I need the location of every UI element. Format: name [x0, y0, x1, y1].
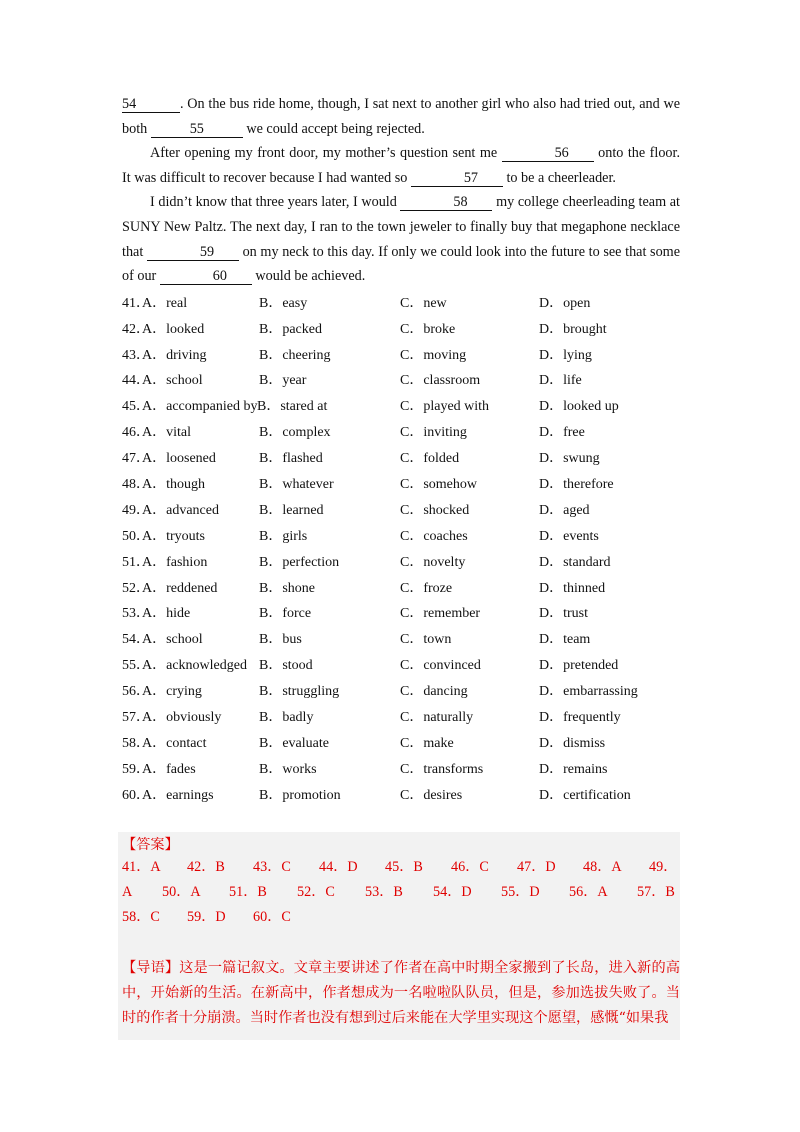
question-number: 50．: [122, 528, 150, 544]
option-b: B．evaluate: [259, 735, 329, 751]
option-a: A．crying: [142, 684, 202, 700]
answer-item: A: [122, 884, 133, 900]
paragraph-text: I didn’t know that three years later, I would: [150, 194, 401, 211]
option-c: C．novelty: [400, 554, 466, 570]
option-row: [122, 394, 680, 420]
option-a: A．obviously: [142, 710, 222, 725]
option-row: [122, 653, 680, 679]
answer-item: 51．B: [229, 884, 267, 900]
passage: [122, 92, 680, 809]
question-number: 44．: [122, 373, 150, 389]
paragraph-text: After opening my front door, my mother’s question sent me: [150, 145, 502, 162]
question-number: 43．: [122, 347, 150, 363]
option-c: C．shocked: [400, 502, 470, 518]
question-number: 48．: [122, 476, 150, 492]
option-d: D．certification: [539, 787, 631, 803]
option-c: C．transforms: [400, 761, 484, 777]
answer-item: 57．B: [637, 884, 675, 900]
blank-54: 54: [122, 97, 180, 113]
option-b: B．flashed: [259, 451, 323, 467]
option-d: D．events: [539, 528, 599, 544]
option-c: C．folded: [400, 451, 460, 467]
option-d: D．embarrassing: [539, 684, 638, 700]
option-b: B．stared at: [257, 399, 328, 415]
option-c: C．broke: [400, 321, 456, 337]
option-d: D．trust: [539, 606, 588, 622]
option-row: [122, 343, 680, 369]
option-a: A．though: [142, 476, 205, 492]
answer-line-3: [122, 905, 680, 930]
paragraph-text: on my neck to this day. If only we could look into the future to see that some of our: [122, 243, 680, 285]
option-a: A．acknowledged: [142, 658, 247, 674]
option-row: [122, 524, 680, 550]
paragraph-text: would be achieved.: [251, 268, 366, 285]
question-number: 58．: [122, 735, 150, 751]
option-a: A．school: [142, 632, 203, 648]
blank-55: 55: [151, 122, 243, 138]
question-number: 60．: [122, 787, 150, 803]
option-d: D．swung: [539, 451, 600, 467]
paragraph-2: [122, 141, 680, 190]
answer-item: 44．D: [319, 859, 358, 875]
paragraph-text: my college cheerleading team at SUNY New Paltz. The next day, I ran to the town jeweler to finally buy that megaphone necklace that: [122, 194, 680, 260]
option-c: C．played with: [400, 399, 490, 415]
answer-item: 48．A: [583, 859, 622, 875]
option-d: D．looked up: [539, 399, 619, 415]
blank-59: 59: [147, 245, 239, 261]
question-number: 45．: [122, 399, 150, 415]
option-row: [122, 550, 680, 576]
answer-line-2: [122, 880, 680, 905]
question-number: 53．: [122, 606, 150, 622]
option-b: B．cheering: [259, 347, 331, 363]
option-b: B．bus: [259, 632, 302, 648]
option-d: D．therefore: [539, 476, 614, 492]
option-c: C．desires: [400, 787, 463, 803]
option-row: [122, 576, 680, 602]
option-d: D．team: [539, 632, 591, 648]
answer-item: 59．D: [187, 909, 226, 925]
option-a: A．contact: [142, 735, 207, 751]
option-c: C．moving: [400, 347, 467, 363]
option-c: C．remember: [400, 606, 481, 622]
option-b: B．learned: [259, 502, 324, 518]
option-a: A．loosened: [142, 451, 216, 467]
option-d: D．open: [539, 295, 591, 311]
blank-57: 57: [411, 171, 503, 187]
option-c: C．convinced: [400, 658, 481, 674]
option-c: C．new: [400, 295, 447, 311]
option-c: C．classroom: [400, 373, 481, 389]
option-row: [122, 731, 680, 757]
question-number: 42．: [122, 321, 150, 337]
option-c: C．coaches: [400, 528, 468, 544]
option-b: B．shone: [259, 580, 315, 596]
question-number: 41．: [122, 295, 150, 311]
answer-item: 47．D: [517, 859, 556, 875]
answer-item: 55．D: [501, 884, 540, 900]
option-a: A．fashion: [142, 554, 208, 570]
option-d: D．free: [539, 425, 585, 441]
answer-item: 60．C: [253, 909, 291, 925]
option-a: A．reddened: [142, 580, 218, 596]
question-number: 56．: [122, 684, 150, 700]
option-d: D．standard: [539, 554, 611, 570]
option-b: B．girls: [259, 528, 308, 544]
option-b: B．perfection: [259, 554, 340, 570]
blank-60: 60: [160, 269, 252, 285]
question-number: 52．: [122, 580, 150, 596]
answer-line-1: [122, 855, 680, 880]
answer-item: 49．: [649, 859, 678, 875]
option-a: A．earnings: [142, 787, 214, 803]
answer-heading: 【答案】: [122, 837, 179, 853]
option-b: B．easy: [259, 295, 308, 311]
option-row: [122, 498, 680, 524]
answer-item: 46．C: [451, 859, 489, 875]
option-b: B．packed: [259, 321, 322, 337]
option-row: [122, 783, 680, 809]
question-number: 59．: [122, 761, 150, 777]
option-c: C．naturally: [400, 710, 474, 725]
option-a: A．looked: [142, 321, 205, 337]
answer-item: 50．A: [162, 884, 201, 900]
option-b: B．force: [259, 606, 312, 622]
paragraph-1: [122, 92, 680, 141]
option-d: D．pretended: [539, 658, 619, 674]
paragraph-text: . On the bus ride home, though, I sat next to another girl who also had tried out, and we both: [122, 96, 680, 137]
option-row: [122, 317, 680, 343]
blank-56: 56: [502, 146, 594, 162]
question-number: 54．: [122, 632, 150, 648]
question-number: 49．: [122, 502, 150, 518]
answer-item: 42．B: [187, 859, 225, 875]
option-d: D．life: [539, 373, 582, 389]
option-row: [122, 601, 680, 627]
option-a: A．fades: [142, 761, 196, 777]
answer-item: 58．C: [122, 909, 160, 925]
option-d: D．dismiss: [539, 735, 606, 751]
option-c: C．inviting: [400, 425, 467, 441]
option-a: A．school: [142, 373, 203, 389]
option-d: D．brought: [539, 321, 607, 337]
option-d: D．aged: [539, 502, 590, 518]
answer-item: 53．B: [365, 884, 403, 900]
answer-item: 41．A: [122, 859, 161, 875]
question-number: 46．: [122, 425, 150, 441]
option-row: [122, 291, 680, 317]
option-row: [122, 679, 680, 705]
option-a: A．tryouts: [142, 528, 205, 544]
option-b: B．works: [259, 761, 317, 777]
option-b: B．stood: [259, 658, 313, 674]
option-row: [122, 757, 680, 783]
option-d: D．lying: [539, 347, 592, 363]
paragraph-text: onto the floor. It was difficult to recover because I had wanted so: [122, 145, 680, 186]
question-number: 57．: [122, 710, 150, 725]
answer-item: 52．C: [297, 884, 335, 900]
answer-item: 45．B: [385, 859, 423, 875]
option-row: [122, 627, 680, 653]
option-b: B．year: [259, 373, 307, 389]
option-b: B．promotion: [259, 787, 341, 803]
option-row: [122, 420, 680, 446]
option-d: D．frequently: [539, 710, 621, 725]
option-b: B．complex: [259, 425, 331, 441]
question-number: 55．: [122, 658, 150, 674]
option-b: B．whatever: [259, 476, 334, 492]
answer-item: 54．D: [433, 884, 472, 900]
option-d: D．thinned: [539, 580, 606, 596]
option-row: [122, 472, 680, 498]
option-c: C．somehow: [400, 476, 477, 492]
guide-text: 【导语】这是一篇记叙文。文章主要讲述了作者在高中时期全家搬到了长岛，进入新的高中，开始新的生活。在新高中，作者想成为一名啦啦队队员，但是，参加选拔失败了。当时的作者十分崩溃。当时作者也没有想到过后来能在大学里实现这个愿望，感慨“如果我: [122, 960, 680, 1026]
paragraph-3: [122, 190, 680, 288]
option-c: C．town: [400, 632, 452, 648]
option-a: A．driving: [142, 347, 207, 363]
option-d: D．remains: [539, 761, 608, 777]
question-number: 51．: [122, 554, 150, 570]
option-b: B．badly: [259, 710, 314, 725]
options-list: [122, 291, 680, 809]
paragraph-text: we could accept being rejected.: [242, 120, 425, 137]
option-a: A．vital: [142, 425, 191, 441]
paragraph-text: to be a cheerleader.: [502, 169, 616, 186]
answer-item: 56．A: [569, 884, 608, 900]
option-c: C．make: [400, 735, 454, 751]
option-a: A．real: [142, 295, 188, 311]
option-c: C．froze: [400, 580, 453, 596]
option-row: [122, 446, 680, 472]
question-number: 47．: [122, 451, 150, 467]
blank-58: 58: [400, 195, 492, 211]
option-a: A．accompanied by: [142, 399, 258, 415]
option-row: [122, 368, 680, 394]
answer-item: 43．C: [253, 859, 291, 875]
option-a: A．advanced: [142, 502, 219, 518]
option-b: B．struggling: [259, 684, 340, 700]
option-c: C．dancing: [400, 684, 468, 700]
option-row: [122, 705, 680, 731]
option-a: A．hide: [142, 606, 191, 622]
